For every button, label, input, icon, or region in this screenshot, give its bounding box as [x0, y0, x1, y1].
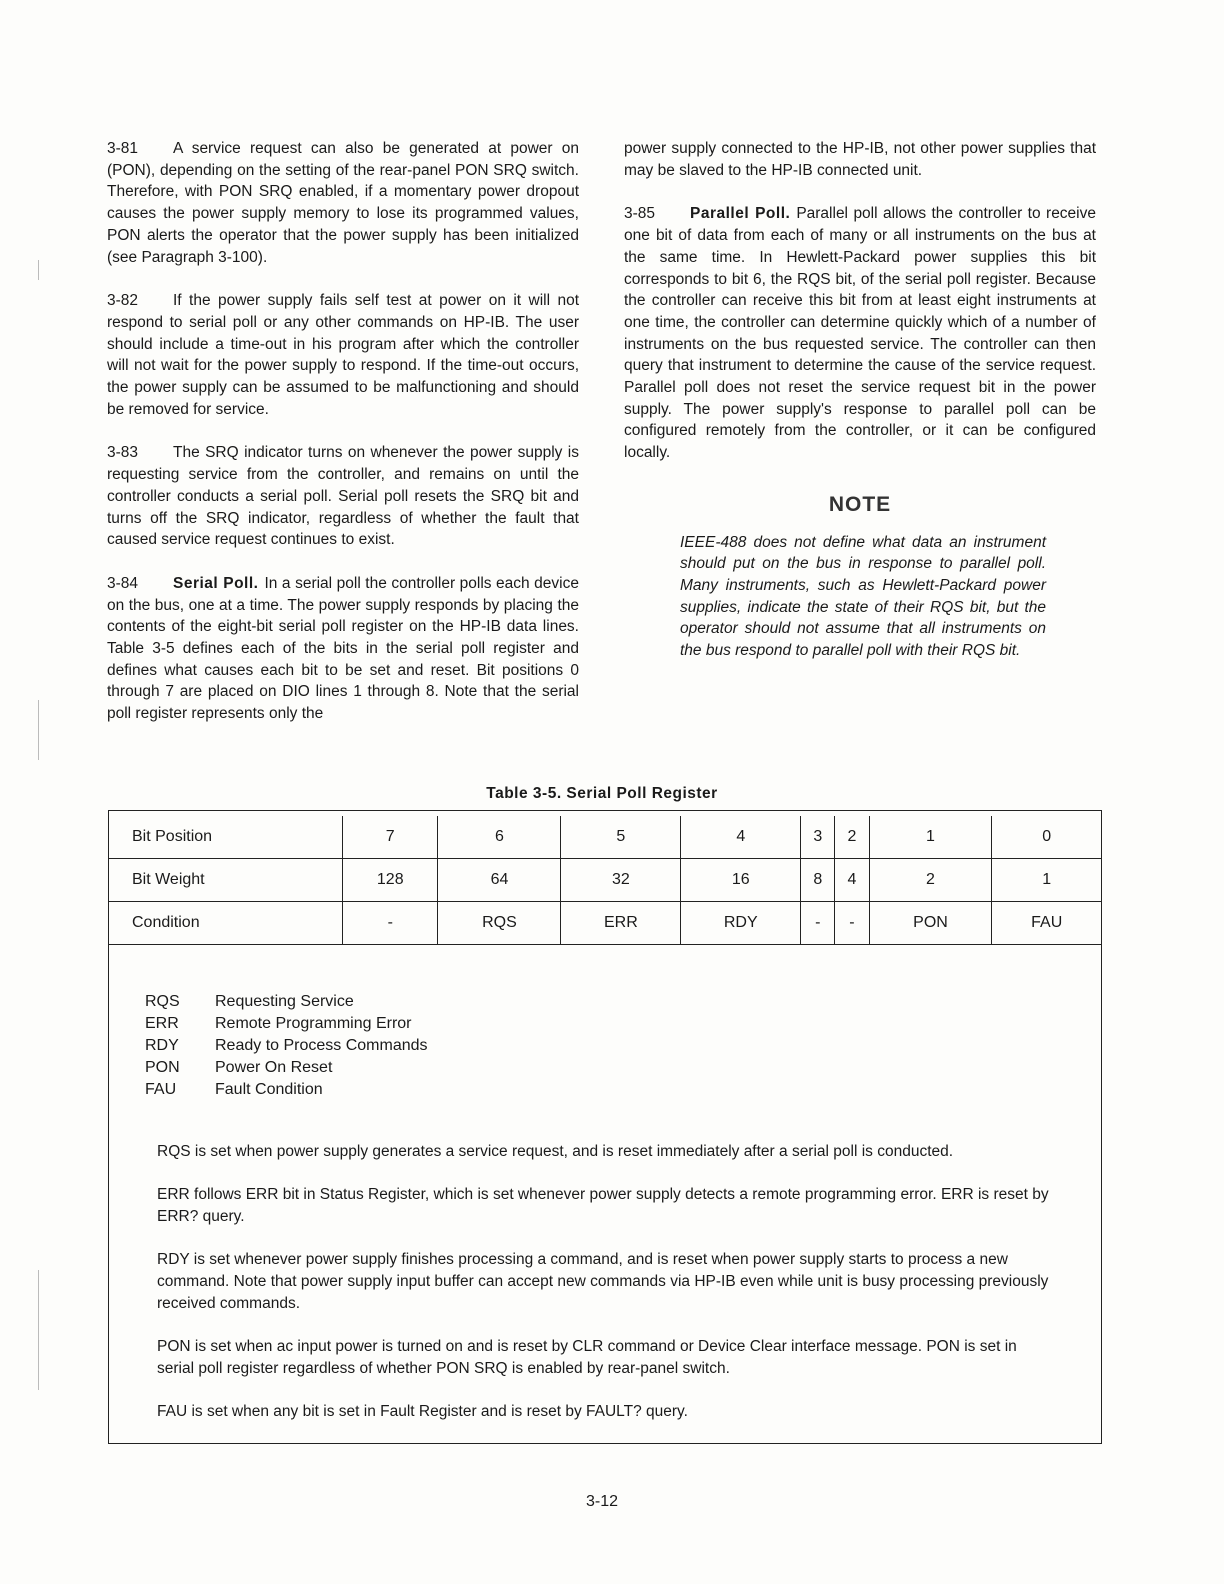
register-grid: [109, 816, 1101, 945]
paragraph-title: Serial Poll.: [173, 574, 259, 592]
legend-desc: Requesting Service: [215, 993, 354, 1010]
table-cell: 32: [561, 859, 681, 902]
bit-explanation: PON is set when ac input power is turned on and is reset by CLR command or Device Clear interface message. PON is set in serial poll register regardless of whether PON SRQ is enabled by rear-panel switch.: [157, 1338, 1017, 1377]
table-cell: 1: [869, 816, 992, 859]
legend-item: [145, 1013, 428, 1035]
paragraph-continuation: power supply connected to the HP-IB, not other power supplies that may be slaved to the HP-IB connected unit.: [624, 140, 1096, 179]
legend-item: [145, 1057, 428, 1079]
right-column: [624, 138, 1096, 662]
legend-desc: Ready to Process Commands: [215, 1037, 428, 1054]
paragraph-3-81: [107, 138, 579, 268]
paragraph-number: 3-85: [624, 205, 656, 223]
serial-poll-register-table: [108, 810, 1102, 1444]
table-cell: 128: [343, 859, 438, 902]
table-caption: Table 3-5. Serial Poll Register: [486, 785, 718, 802]
table-cell: 1: [992, 859, 1101, 902]
table-cell: 0: [992, 816, 1101, 859]
table-cell: -: [343, 902, 438, 945]
table-cell: 6: [438, 816, 561, 859]
paragraph-3-84: [107, 573, 579, 725]
table-cell: RQS: [438, 902, 561, 945]
table-cell: 64: [438, 859, 561, 902]
note-text: IEEE-488 does not define what data an instrument should put on the bus in response to parallel poll. Many instruments, such as Hewlett-Packard power supplies, indicate the state of their RQS bit, but the operator should not assume that all instruments on the bus respond to parallel poll with their RQS bit.: [680, 533, 1046, 660]
bit-explanation: RDY is set whenever power supply finishes processing a command, and is reset when power supply starts to process a new command. Note that power supply input buffer can accept new commands via HP-IB even while unit is busy processing previously received commands.: [157, 1251, 1049, 1312]
table-cell: 7: [343, 816, 438, 859]
paragraph-number: 3-83: [107, 444, 139, 462]
table-row: [109, 816, 1101, 859]
table-cell: ERR: [561, 902, 681, 945]
table-cell: 2: [869, 859, 992, 902]
paragraph-text: If the power supply fails self test at power on it will not respond to serial poll or any other commands on HP-IB. The user should include a time-out in his program after which the controller will not wait for the power supply to respond. If the time-out occurs, the power supply can be assumed to be malfunctioning and should be removed for service.: [107, 292, 579, 418]
legend-desc: Fault Condition: [215, 1081, 323, 1098]
table-legend: [145, 991, 428, 1101]
paragraph-title: Parallel Poll.: [690, 205, 791, 223]
table-cell: 2: [835, 816, 869, 859]
row-label: Bit Weight: [109, 859, 343, 902]
row-label: Condition: [109, 902, 343, 945]
paragraph-number: 3-84: [107, 574, 139, 592]
bit-explanation: ERR follows ERR bit in Status Register, which is set whenever power supply detects a remote programming error. ERR is reset by ERR? query.: [157, 1186, 1049, 1225]
legend-desc: Remote Programming Error: [215, 1015, 412, 1032]
table-row: [109, 859, 1101, 902]
legend-item: [145, 991, 428, 1013]
table-cell: -: [801, 902, 835, 945]
paragraph-3-82: [107, 290, 579, 420]
legend-abbr: FAU: [145, 1081, 177, 1098]
table-cell: PON: [869, 902, 992, 945]
table-cell: 3: [801, 816, 835, 859]
table-row: [109, 902, 1101, 945]
paragraph-text: In a serial poll the controller polls each device on the bus, one at a time. The power supply responds by placing the contents of the eight-bit serial poll register on the HP-IB data lines. Table 3-5 defines each of the bits in the serial poll register and defines what causes each bit to be set and reset. Bit positions 0 through 7 are placed on DIO lines 1 through 8. Note that the serial poll register represents only the: [107, 574, 579, 723]
legend-abbr: RDY: [145, 1037, 179, 1054]
bit-explanation: FAU is set when any bit is set in Fault Register and is reset by FAULT? query.: [157, 1403, 688, 1420]
paragraph-number: 3-82: [107, 292, 139, 310]
table-cell: FAU: [992, 902, 1101, 945]
paragraph-text: Parallel poll allows the controller to receive one bit of data from each of many or all instruments on the bus at the same time. In Hewlett-Packard power supplies this bit corresponds to bit 6, the RQS bit, of the serial poll register. Because the controller can receive this bit from at least eight instruments at one time, the controller can determine quickly which of a number of instruments on the bus requested service. The controller can then query that instrument to determine the cause of the service request. Parallel poll does not reset the service request bit in the power supply. The power supply's response to parallel poll can be configured remotely from the controller, or it can be configured locally.: [624, 205, 1096, 462]
paragraph-text: The SRQ indicator turns on whenever the power supply is requesting service from the controller, and remains on until the controller conducts a serial poll. Serial poll resets the SRQ bit and turns off the SRQ indicator, regardless of whether the fault that caused service request continues to exist.: [107, 444, 579, 549]
note-heading: NOTE: [828, 492, 892, 516]
table-cell: 4: [835, 859, 869, 902]
legend-abbr: ERR: [145, 1015, 179, 1032]
page-number: 3-12: [585, 1493, 619, 1510]
legend-item: [145, 1079, 428, 1101]
row-label: Bit Position: [109, 816, 343, 859]
paragraph-text: A service request can also be generated at power on (PON), depending on the setting of the rear-panel PON SRQ switch. Therefore, with PON SRQ enabled, if a momentary power dropout causes the power supply memory to lose its programmed values, PON alerts the operator that the power supply has been initialized (see Paragraph 3-100).: [107, 140, 579, 266]
bit-explanation: RQS is set when power supply generates a service request, and is reset immediately after a serial poll is conducted.: [157, 1143, 954, 1160]
table-cell: 5: [561, 816, 681, 859]
legend-item: [145, 1035, 428, 1057]
paragraph-3-85: [624, 203, 1096, 463]
table-cell: 8: [801, 859, 835, 902]
legend-desc: Power On Reset: [215, 1059, 333, 1076]
legend-abbr: PON: [145, 1059, 180, 1076]
scan-artifact: [38, 700, 39, 760]
bit-explanations: [157, 1141, 1057, 1444]
legend-abbr: RQS: [145, 993, 180, 1010]
scan-artifact: [38, 1270, 39, 1390]
paragraph-number: 3-81: [107, 140, 139, 157]
table-cell: RDY: [681, 902, 801, 945]
table-cell: 4: [681, 816, 801, 859]
table-cell: 16: [681, 859, 801, 902]
paragraph-3-83: [107, 442, 579, 551]
table-cell: -: [835, 902, 869, 945]
left-column: [107, 138, 579, 747]
scan-artifact: [38, 260, 39, 280]
